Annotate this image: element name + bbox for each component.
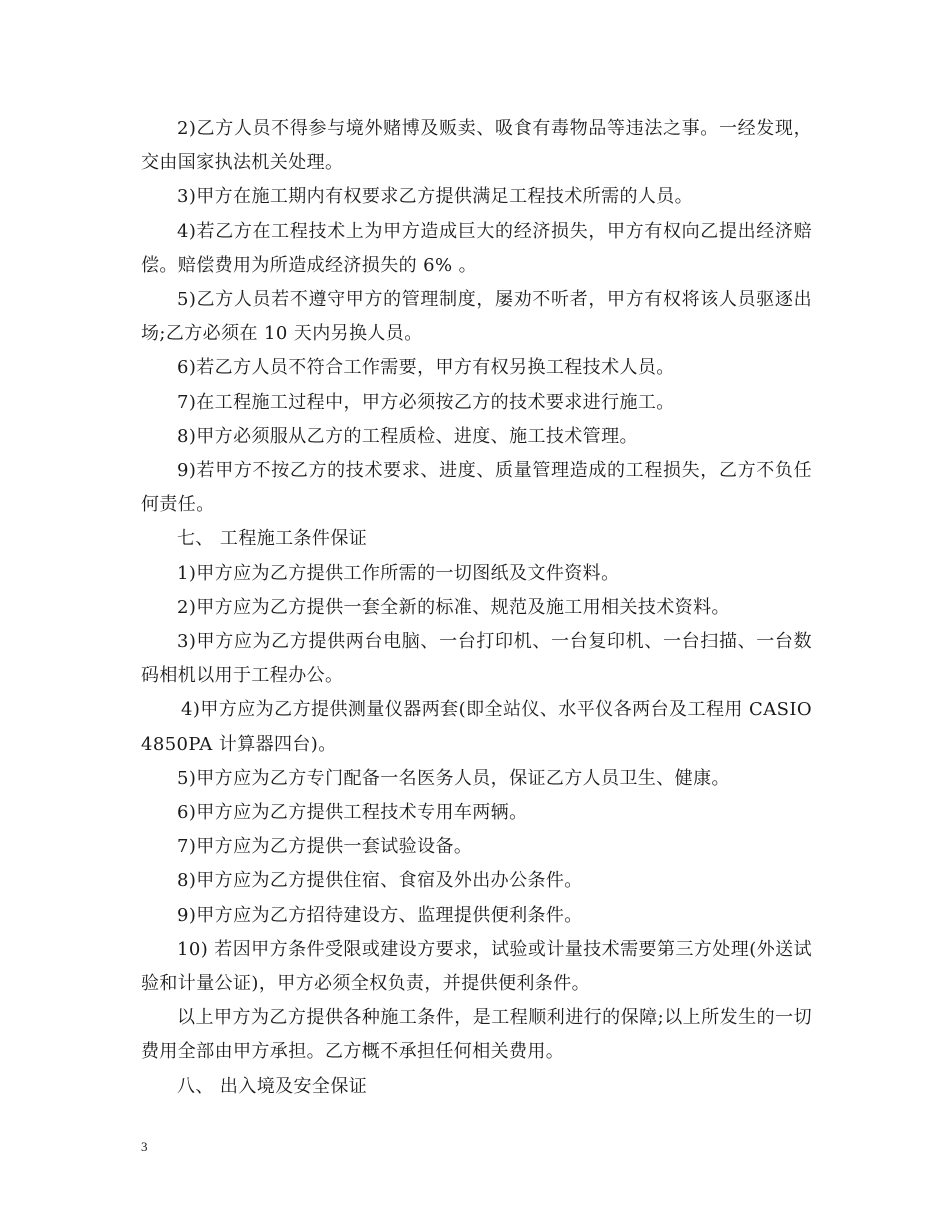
clause-7-6: 6)甲方应为乙方提供工程技术专用车两辆。 xyxy=(177,802,528,824)
clause-7-10: 10) 若因甲方条件受限或建设方要求，试验或计量技术需要第三方处理(外送试验和计量公证)，甲方必须全权负责，并提供便利条件。 xyxy=(141,938,812,995)
section-heading-8: 八、 出入境及安全保证 xyxy=(177,1075,368,1097)
clause-7-4: 4)甲方应为乙方提供测量仪器两套(即全站仪、水平仪各两台及工程用 CASIO4850PA 计算器四台)。 xyxy=(141,699,812,755)
page-number: 3 xyxy=(141,1139,148,1154)
clause-6-3: 3)甲方在施工期内有权要求乙方提供满足工程技术所需的人员。 xyxy=(177,186,694,208)
clause-6-5: 5)乙方人员若不遵守甲方的管理制度，屡劝不听者，甲方有权将该人员驱逐出场;乙方必须在 10 天内另换人员。 xyxy=(141,289,812,345)
clause-6-2: 2)乙方人员不得参与境外赌博及贩卖、吸食有毒物品等违法之事。一经发现，交由国家执法机关处理。 xyxy=(141,118,812,174)
clause-7-5: 5)甲方应为乙方专门配备一名医务人员，保证乙方人员卫生、健康。 xyxy=(177,767,730,789)
section-heading-7: 七、 工程施工条件保证 xyxy=(177,528,368,550)
clause-6-7: 7)在工程施工过程中，甲方必须按乙方的技术要求进行施工。 xyxy=(177,391,675,413)
clause-6-4: 4)若乙方在工程技术上为甲方造成巨大的经济损失，甲方有权向乙提出经济赔偿。赔偿费用为所造成经济损失的 6% 。 xyxy=(141,220,812,276)
section-7-summary: 以上甲方为乙方提供各种施工条件，是工程顺利进行的保障;以上所发生的一切费用全部由甲方承担。乙方概不承担任何相关费用。 xyxy=(141,1007,812,1063)
clause-6-6: 6)若乙方人员不符合工作需要，甲方有权另换工程技术人员。 xyxy=(177,357,675,379)
clause-6-9: 9)若甲方不按乙方的技术要求、进度、质量管理造成的工程损失，乙方不负任何责任。 xyxy=(141,460,812,516)
clause-7-2: 2)甲方应为乙方提供一套全新的标准、规范及施工用相关技术资料。 xyxy=(177,596,730,618)
clause-7-9: 9)甲方应为乙方招待建设方、监理提供便利条件。 xyxy=(177,904,583,926)
clause-7-8: 8)甲方应为乙方提供住宿、食宿及外出办公条件。 xyxy=(177,870,583,892)
clause-7-3: 3)甲方应为乙方提供两台电脑、一台打印机、一台复印机、一台扫描、一台数码相机以用于工程办公。 xyxy=(141,631,812,687)
clause-7-1: 1)甲方应为乙方提供工作所需的一切图纸及文件资料。 xyxy=(177,562,620,584)
document-body xyxy=(141,112,812,1104)
clause-7-7: 7)甲方应为乙方提供一套试验设备。 xyxy=(177,836,473,858)
clause-6-8: 8)甲方必须服从乙方的工程质检、进度、施工技术管理。 xyxy=(177,425,638,447)
